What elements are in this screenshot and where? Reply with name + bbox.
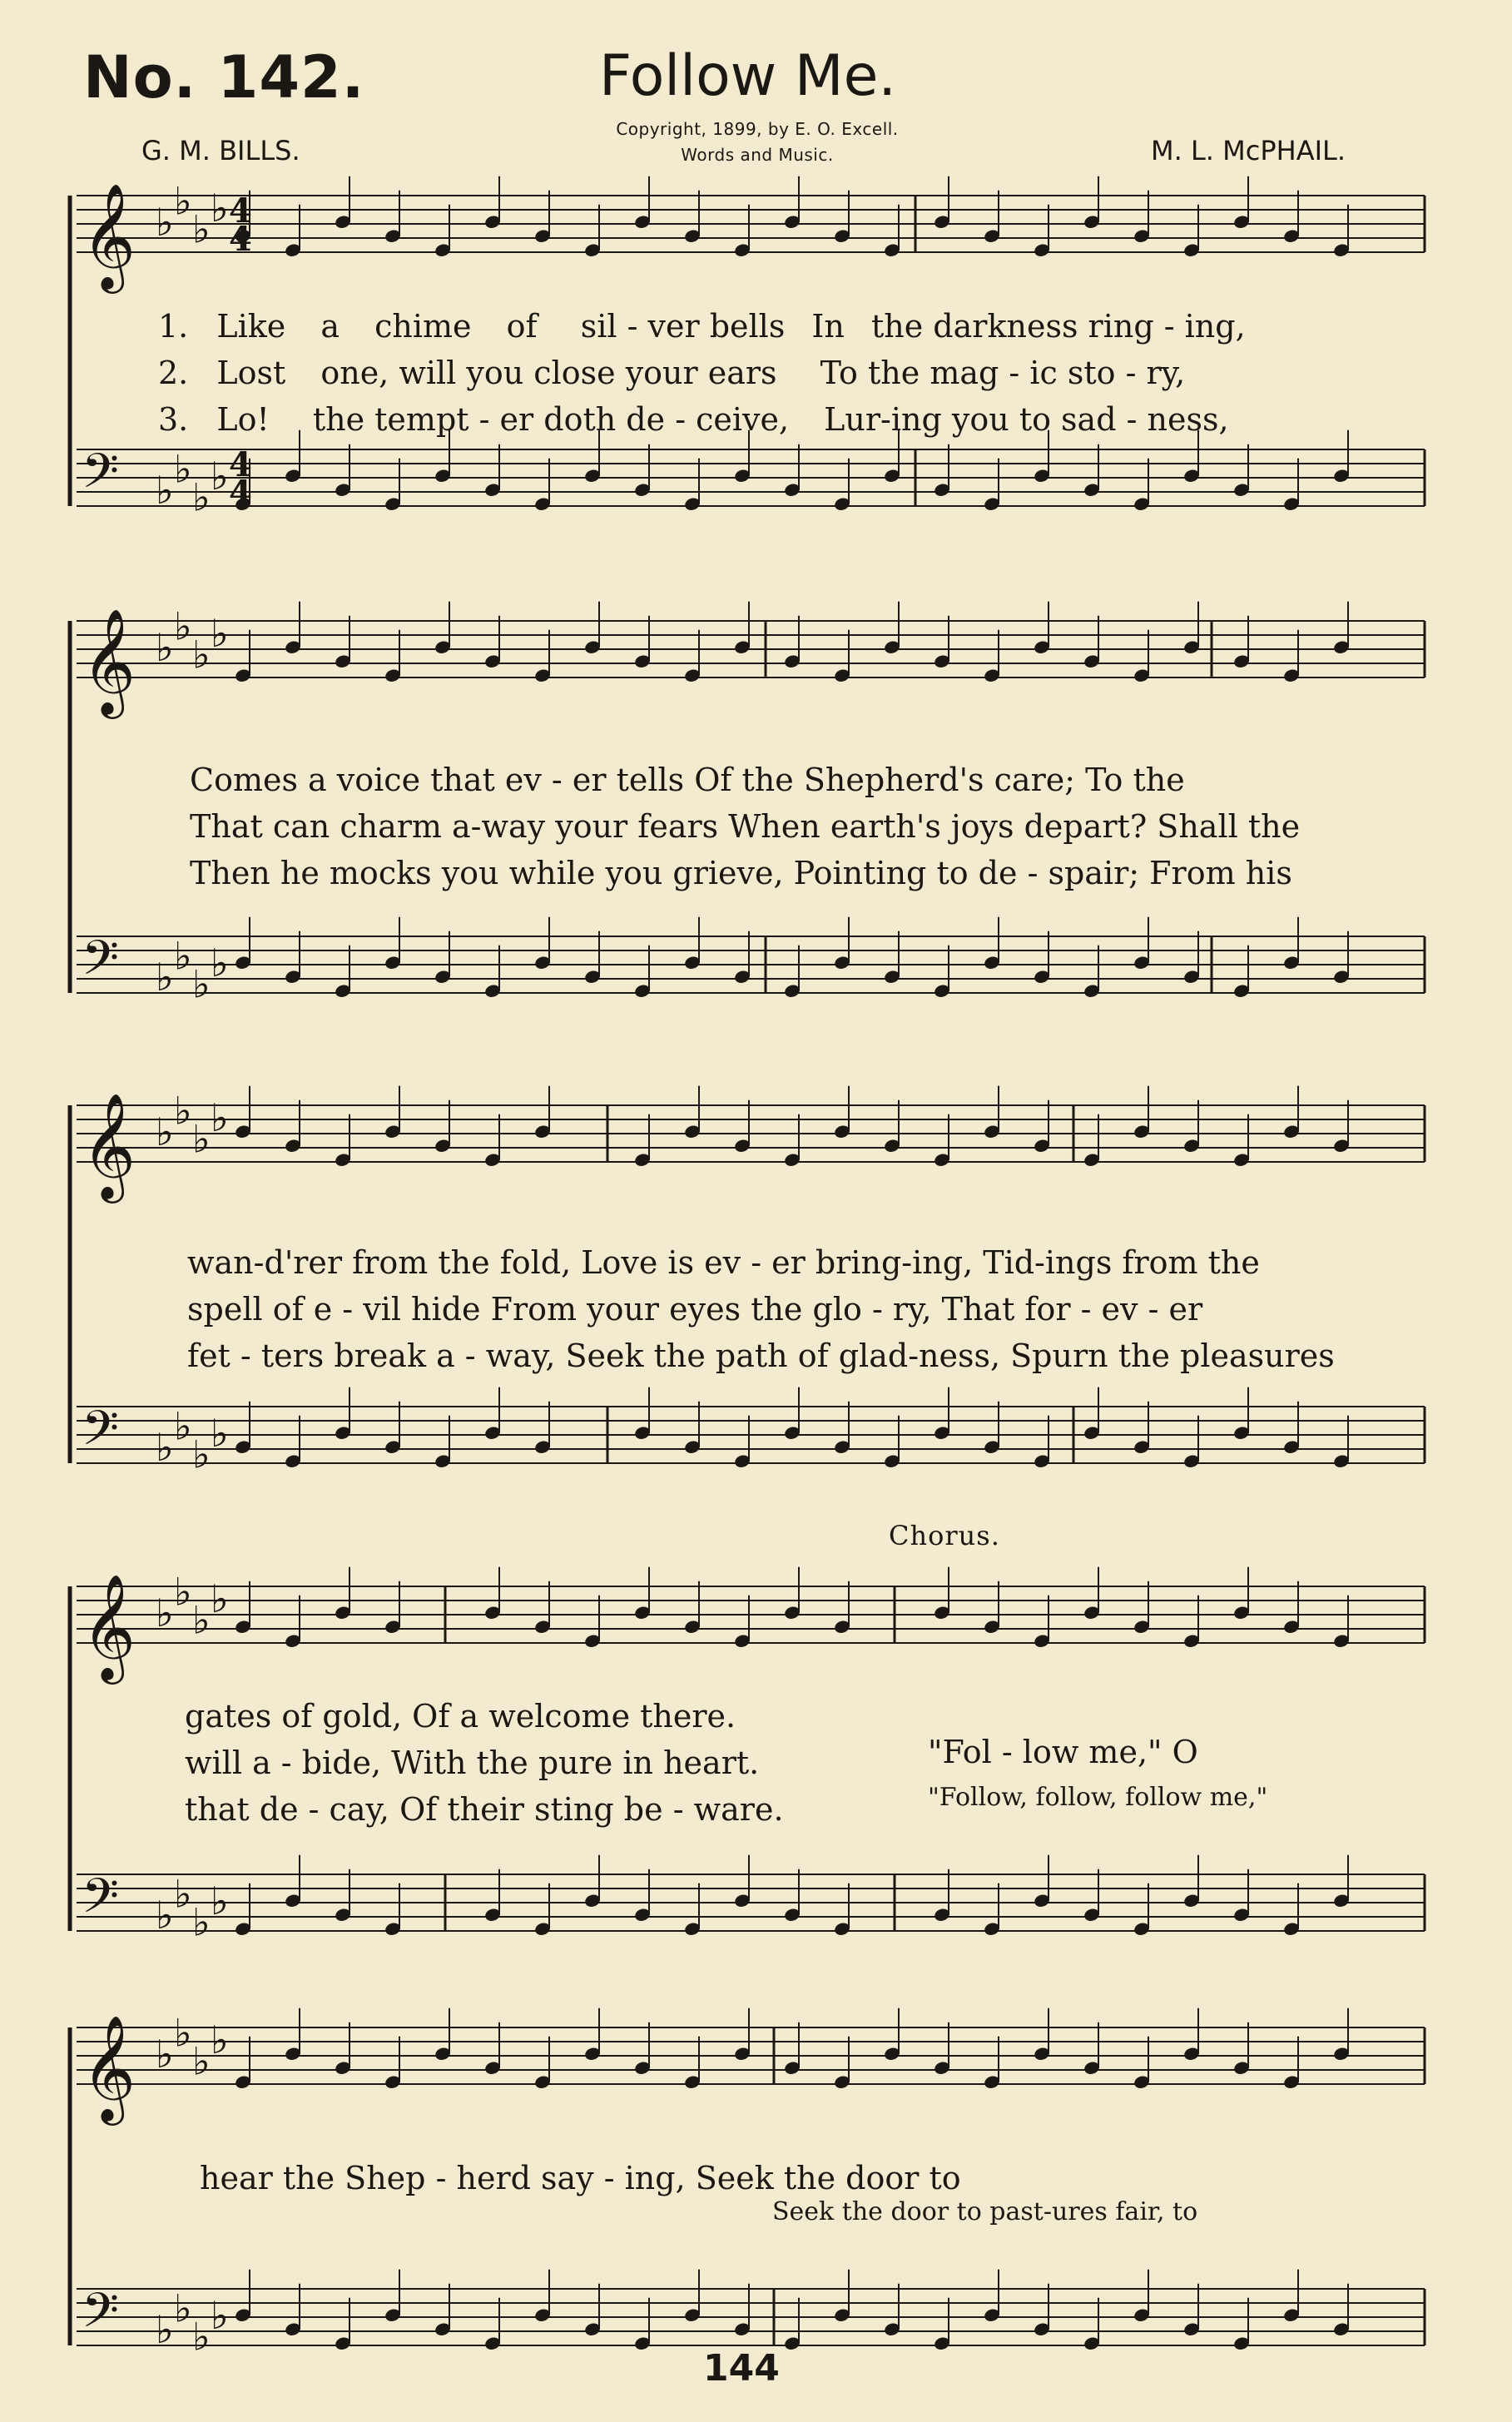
verse-3-line-3: fet - ters break a - way, Seek the path of glad-ness, Spurn the pleasures: [187, 1338, 1335, 1374]
composer-name: M. L. McPHAIL.: [1151, 135, 1346, 166]
verse-2-line-2: That can charm a-way your fears When earth's joys depart? Shall the: [190, 808, 1301, 845]
flat-sign: ♭: [192, 1597, 211, 1643]
flat-sign: ♭: [174, 1403, 192, 1449]
flat-sign: ♭: [211, 1879, 229, 1923]
verse-2-line-4: will a - bide, With the pure in heart.: [185, 1745, 760, 1781]
time-signature-bottom: 4: [229, 474, 252, 513]
verse-2-line-1: 2. Lost one, will you close your ears To the mag - ic sto - ry,: [158, 355, 1186, 391]
flat-sign: ♭: [192, 206, 211, 252]
bass-clef: 𝄢: [82, 930, 120, 998]
verse-1-line-4: gates of gold, Of a welcome there.: [185, 1698, 736, 1735]
flat-sign: ♭: [174, 2010, 192, 2056]
flat-sign: ♭: [192, 1116, 211, 1162]
flat-sign: ♭: [211, 186, 229, 231]
flat-sign: ♭: [211, 2018, 229, 2062]
flat-sign: ♭: [192, 1432, 211, 1477]
flat-sign: ♭: [192, 2314, 211, 2360]
treble-clef: 𝄞: [82, 1573, 136, 1680]
flat-sign: ♭: [156, 1109, 174, 1154]
flat-sign: ♭: [156, 2032, 174, 2077]
treble-clef: 𝄞: [82, 1092, 136, 1199]
chorus-echo-line-2: Seek the door to past-ures fair, to: [772, 2197, 1198, 2226]
flat-sign: ♭: [174, 1871, 192, 1917]
verse-3-line-1: 3. Lo! the tempt - er doth de - ceive, Lur-ing you to sad - ness,: [158, 401, 1229, 438]
bass-clef: 𝄢: [82, 1868, 120, 1936]
bass-clef: 𝄢: [82, 1400, 120, 1468]
time-signature-bottom: 4: [229, 220, 252, 259]
chorus-label: Chorus.: [889, 1520, 1000, 1551]
flat-sign: ♭: [174, 2286, 192, 2331]
flat-sign: ♭: [174, 933, 192, 979]
bass-clef: 𝄢: [82, 2282, 120, 2350]
verse-1-line-1: 1. Like a chime of sil - ver bells In the darkness ring - ing,: [158, 308, 1246, 345]
flat-sign: ♭: [192, 1899, 211, 1945]
flat-sign: ♭: [211, 1411, 229, 1456]
treble-clef: 𝄞: [82, 182, 136, 289]
flat-sign: ♭: [211, 454, 229, 499]
verse-3-line-4: that de - cay, Of their sting be - ware.: [185, 1791, 784, 1828]
flat-sign: ♭: [174, 1569, 192, 1615]
chorus-echo-line-1: "Follow, follow, follow me,": [928, 1783, 1268, 1812]
flat-sign: ♭: [211, 2293, 229, 2338]
page-number: 144: [703, 2347, 780, 2390]
flat-sign: ♭: [156, 468, 174, 513]
flat-sign: ♭: [192, 961, 211, 1007]
verse-2-line-3: spell of e - vil hide From your eyes the glo - ry, That for - ev - er: [187, 1291, 1203, 1328]
treble-clef: 𝄞: [82, 2014, 136, 2121]
flat-sign: ♭: [211, 1095, 229, 1140]
flat-sign: ♭: [156, 1425, 174, 1470]
verse-1-line-3: wan-d'rer from the fold, Love is ev - er bring-ing, Tid-ings from the: [187, 1244, 1260, 1281]
bass-clef: 𝄢: [82, 443, 120, 511]
flat-sign: ♭: [211, 1576, 229, 1621]
flat-sign: ♭: [174, 446, 192, 492]
flat-sign: ♭: [192, 632, 211, 677]
hymn-number: No. 142.: [83, 43, 365, 112]
flat-sign: ♭: [192, 2038, 211, 2084]
flat-sign: ♭: [192, 474, 211, 520]
copyright-line-2: Words and Music.: [681, 145, 834, 165]
hymn-title: Follow Me.: [599, 43, 897, 109]
flat-sign: ♭: [211, 941, 229, 985]
time-signature-top: 4: [229, 191, 252, 231]
flat-sign: ♭: [174, 603, 192, 649]
verse-1-line-2: Comes a voice that ev - er tells Of the Shepherd's care; To the: [190, 762, 1185, 798]
time-signature-top: 4: [229, 445, 252, 484]
lyricist-name: G. M. BILLS.: [141, 135, 300, 166]
flat-sign: ♭: [156, 955, 174, 1000]
flat-sign: ♭: [156, 2307, 174, 2352]
treble-clef: 𝄞: [82, 608, 136, 714]
flat-sign: ♭: [174, 1088, 192, 1134]
flat-sign: ♭: [174, 178, 192, 224]
flat-sign: ♭: [211, 611, 229, 656]
verse-3-line-2: Then he mocks you while you grieve, Pointing to de - spair; From his: [190, 855, 1292, 891]
chorus-main-line-2: hear the Shep - herd say - ing, Seek the door to: [200, 2160, 961, 2196]
chorus-main-line-1: "Fol - low me," O: [928, 1734, 1198, 1770]
flat-sign: ♭: [156, 200, 174, 245]
copyright-line: Copyright, 1899, by E. O. Excell.: [616, 119, 899, 139]
flat-sign: ♭: [156, 1893, 174, 1938]
flat-sign: ♭: [156, 1591, 174, 1635]
flat-sign: ♭: [156, 625, 174, 670]
